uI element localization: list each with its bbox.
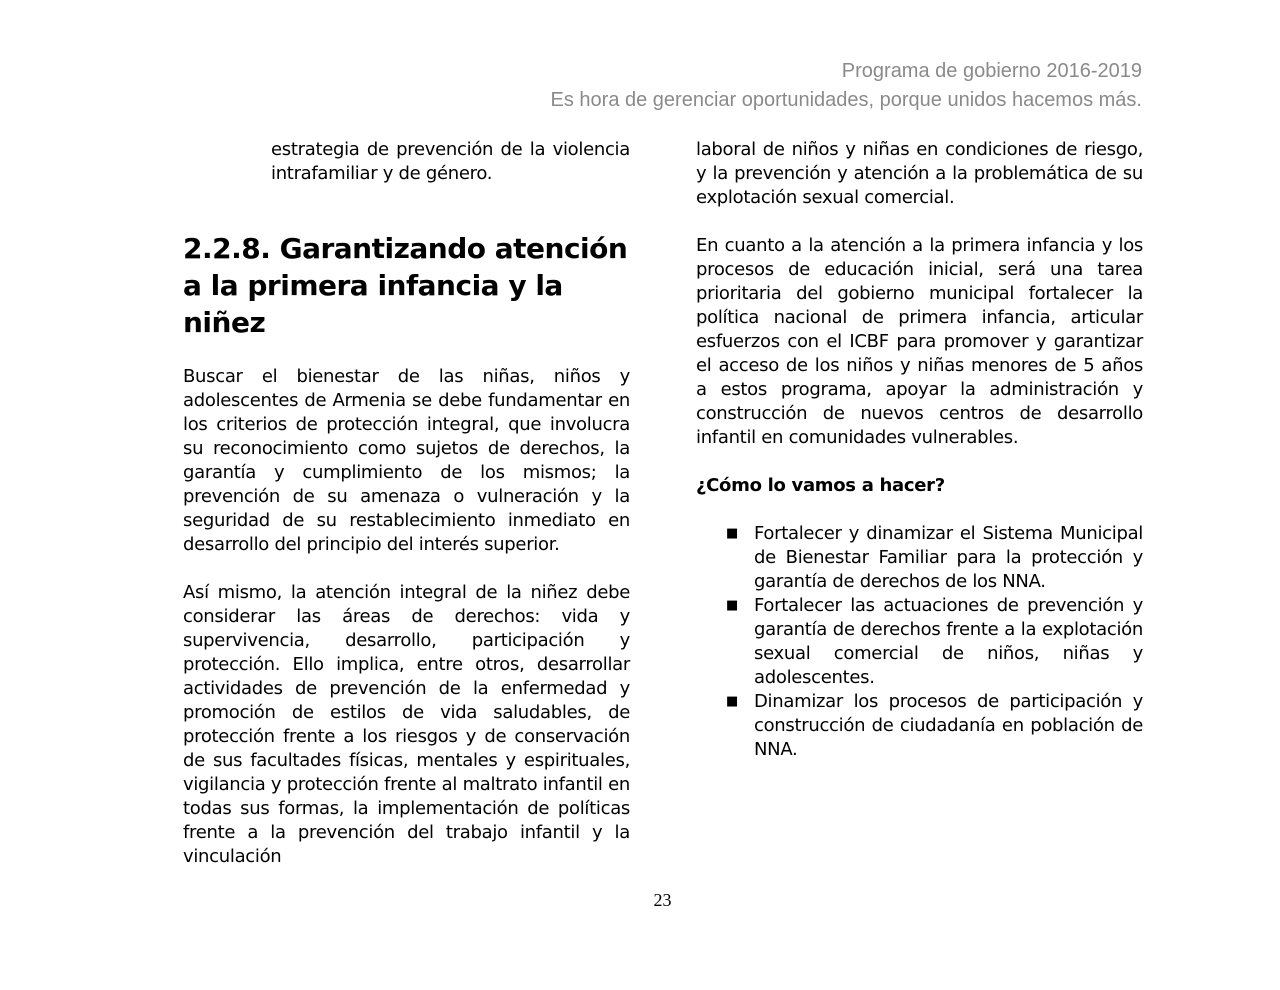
left-column [183, 138, 630, 869]
list-item-text: Dinamizar los procesos de participación y construcción de ciudadanía en población de NNA. [754, 691, 1143, 760]
section-title-line-2: a la primera infancia y la niñez [183, 269, 563, 339]
page-number: 23 [653, 890, 672, 910]
body-paragraph: Así mismo, la atención integral de la niñez debe considerar las áreas de derechos: vida y supervivencia, desarrollo, participación y protección. Ello implica, entre otros, desarrollar actividades de prevención de la enfermedad y promoción de estilos de vida saludables, de protección frente a los riesgos y de conservación de sus facultades físicas, mentales y espirituales, vigilancia y protección frente al maltrato infantil en todas sus formas, la implementación de políticas frente a la prevención del trabajo infantil y la vinculación [183, 582, 630, 867]
running-header [551, 57, 1142, 115]
square-bullet-icon: ■ [726, 694, 738, 709]
continued-list-text: estrategia de prevención de la violencia intrafamiliar y de género. [271, 139, 630, 184]
list-item [696, 690, 1143, 762]
right-column [696, 138, 1143, 762]
subheading: ¿Cómo lo vamos a hacer? [696, 475, 945, 496]
header-program-title: Programa de gobierno 2016-2019 [841, 60, 1142, 82]
square-bullet-icon: ■ [726, 526, 738, 541]
continued-paragraph: laboral de niños y niñas en condiciones de riesgo, y la prevención y atención a la problemática de su explotación sexual comercial. [696, 139, 1143, 208]
section-title [183, 230, 630, 341]
list-item-text: Fortalecer las actuaciones de prevención y garantía de derechos frente a la explotación sexual comercial de niños, niñas y adolescentes. [754, 595, 1143, 688]
body-paragraph: Buscar el bienestar de las niñas, niños y adolescentes de Armenia se debe fundamentar en los criterios de protección integral, que involucra su reconocimiento como sujetos de derechos, la garantía y cumplimiento de los mismos; la prevención de su amenaza o vulneración y la seguridad de su restablecimiento inmediato en desarrollo del principio del interés superior. [183, 366, 630, 555]
body-paragraph: En cuanto a la atención a la primera infancia y los procesos de educación inicial, será una tarea prioritaria del gobierno municipal fortalecer la política nacional de primera infancia, articular esfuerzos con el ICBF para promover y garantizar el acceso de los niños y niñas menores de 5 años a estos programa, apoyar la administración y construcción de nuevos centros de desarrollo infantil en comunidades vulnerables. [696, 235, 1143, 448]
list-item [696, 522, 1143, 594]
list-item-text: Fortalecer y dinamizar el Sistema Municipal de Bienestar Familiar para la protección y garantía de derechos de los NNA. [754, 523, 1143, 592]
square-bullet-icon: ■ [726, 598, 738, 613]
section-title-line-1: 2.2.8. Garantizando atención [183, 232, 628, 265]
header-slogan: Es hora de gerenciar oportunidades, porque unidos hacemos más. [550, 89, 1142, 111]
list-item [696, 594, 1143, 690]
action-list [696, 522, 1143, 762]
